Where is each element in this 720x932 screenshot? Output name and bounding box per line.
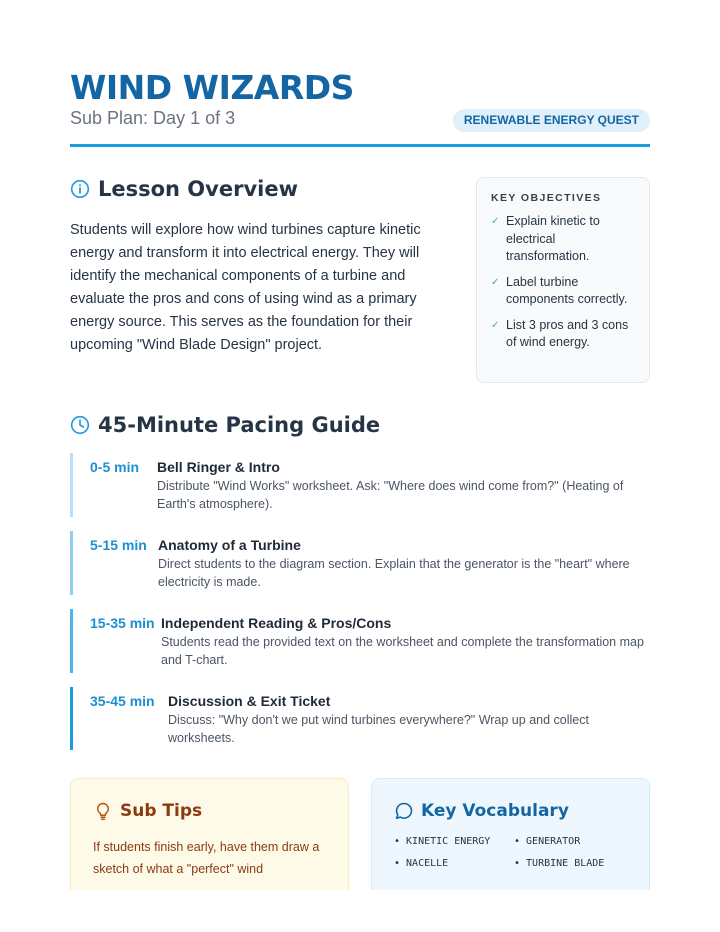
key-objectives-card [476, 177, 650, 383]
tips-title: Sub Tips [120, 801, 203, 821]
objective-item [491, 213, 635, 266]
pacing-item [70, 609, 650, 673]
pacing-time: 35-45 min [90, 693, 155, 709]
pacing-item-title: Anatomy of a Turbine [158, 537, 301, 553]
check-icon: ✓ [491, 216, 500, 227]
pacing-time: 0-5 min [90, 459, 140, 475]
pacing-title: 45-Minute Pacing Guide [98, 413, 381, 437]
objective-text: List 3 pros and 3 cons of wind energy. [506, 317, 629, 349]
header-divider [70, 144, 650, 147]
pacing-item [70, 531, 650, 595]
pacing-item-title: Bell Ringer & Intro [157, 459, 280, 475]
pacing-item-title: Independent Reading & Pros/Cons [161, 615, 392, 631]
vocab-term: • KINETIC ENERGY [394, 836, 491, 847]
info-circle-icon [70, 179, 90, 199]
pacing-desc: Direct students to the diagram section. Explain that the generator is the "heart" where electricity is made. [158, 557, 630, 589]
vocab-term: • NACELLE [394, 858, 449, 869]
pacing-item [70, 453, 650, 517]
check-icon: ✓ [491, 319, 500, 331]
pacing-item [70, 687, 650, 750]
tips-text: If students finish early, have them draw a sketch of what a "perfect" wind [93, 840, 320, 876]
tips-heading [93, 801, 202, 821]
pacing-heading [70, 413, 380, 437]
overview-heading [70, 177, 298, 201]
quest-badge: RENEWABLE ENERGY QUEST [453, 109, 650, 132]
clock-icon [70, 415, 90, 435]
vocab-heading [394, 801, 569, 821]
objective-text: Label turbine components correctly. [506, 274, 628, 306]
lightbulb-icon [93, 801, 113, 821]
objective-item [491, 274, 635, 309]
vocab-list [394, 835, 634, 871]
page-bottom-mask [0, 890, 720, 932]
pacing-desc: Students read the provided text on the worksheet and complete the transformation map and T-chart. [161, 635, 644, 667]
page-subtitle: Sub Plan: Day 1 of 3 [70, 108, 236, 128]
vocab-term: • TURBINE BLADE [514, 858, 605, 869]
speech-bubble-icon [394, 801, 414, 821]
pacing-time: 15-35 min [90, 615, 155, 631]
check-icon: ✓ [491, 276, 500, 288]
pacing-time: 5-15 min [90, 537, 147, 553]
sub-plan-page [70, 0, 650, 932]
vocab-term: • GENERATOR [514, 836, 581, 847]
pacing-item-title: Discussion & Exit Ticket [168, 693, 331, 709]
objective-item [491, 317, 635, 352]
vocab-title: Key Vocabulary [421, 801, 569, 821]
objective-text: Explain kinetic to electrical transformation. [506, 214, 600, 263]
overview-text: Students will explore how wind turbines capture kinetic energy and transform it into electrical energy. They will identify the mechanical components of a turbine and evaluate the pros and cons of using wind as a primary energy source. This serves as the foundation for their upcoming "Wind Blade Design" project. [70, 222, 421, 354]
objectives-title: KEY OBJECTIVES [491, 192, 602, 204]
pacing-desc: Discuss: "Why don't we put wind turbines everywhere?" Wrap up and collect worksheets. [168, 713, 589, 745]
overview-title: Lesson Overview [98, 177, 298, 201]
pacing-desc: Distribute "Wind Works" worksheet. Ask: "Where does wind come from?" (Heating of Earth's atmosphere). [157, 479, 624, 511]
page-title: WIND WIZARDS [70, 68, 354, 107]
